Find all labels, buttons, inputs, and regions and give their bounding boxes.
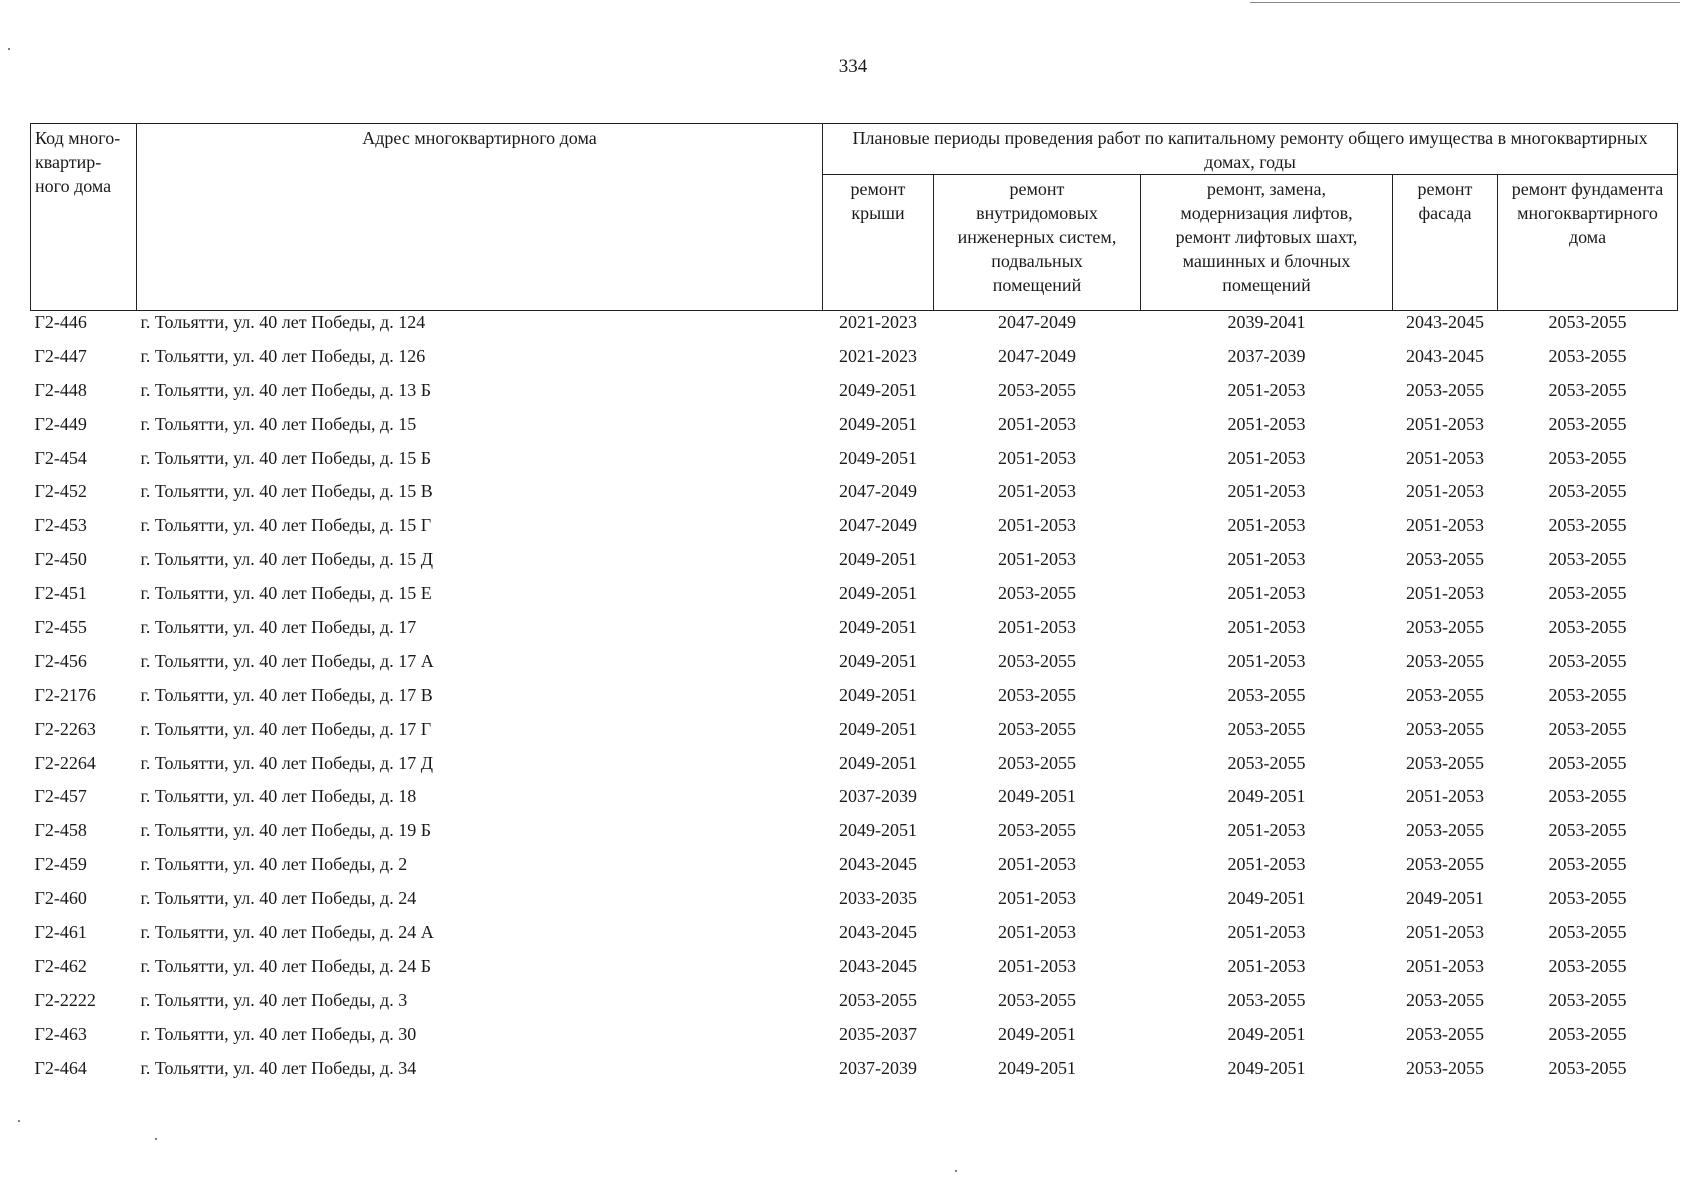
header-elevators-text: ремонт, замена, модернизация лифтов, ремонт лифтовых шахт, машинных и блочных помещений bbox=[1175, 179, 1358, 296]
header-elevators bbox=[1141, 175, 1393, 311]
cell-elevators: 2053-2055 bbox=[1227, 752, 1306, 773]
cell-engineering: 2051-2053 bbox=[998, 617, 1076, 638]
cell-foundation: 2053-2055 bbox=[1548, 583, 1627, 604]
cell-facade: 2043-2045 bbox=[1406, 345, 1484, 366]
capital-repair-table bbox=[30, 123, 1678, 1090]
cell-address: г. Тольятти, ул. 40 лет Победы, д. 24 Б bbox=[140, 955, 432, 976]
table-row bbox=[31, 853, 1678, 887]
table-row bbox=[31, 989, 1678, 1023]
cell-roof: 2049-2051 bbox=[839, 650, 917, 671]
table-row bbox=[31, 345, 1678, 379]
cell-facade: 2053-2055 bbox=[1406, 989, 1484, 1010]
cell-engineering: 2053-2055 bbox=[998, 820, 1076, 841]
cell-elevators: 2049-2051 bbox=[1227, 786, 1306, 807]
cell-roof: 2049-2051 bbox=[839, 379, 917, 400]
cell-address: г. Тольятти, ул. 40 лет Победы, д. 15 Е bbox=[140, 583, 432, 604]
header-roof-text: ремонт крыши bbox=[850, 179, 906, 224]
cell-address: г. Тольятти, ул. 40 лет Победы, д. 30 bbox=[140, 1023, 417, 1044]
cell-address: г. Тольятти, ул. 40 лет Победы, д. 124 bbox=[140, 312, 426, 332]
cell-foundation: 2053-2055 bbox=[1548, 955, 1627, 976]
cell-engineering: 2051-2053 bbox=[998, 955, 1076, 976]
header-foundation-text: ремонт фундамента многоквартирного дома bbox=[1511, 179, 1664, 248]
scan-speck bbox=[955, 1170, 957, 1172]
header-address bbox=[137, 124, 823, 311]
cell-facade: 2051-2053 bbox=[1406, 922, 1484, 943]
table-row bbox=[31, 955, 1678, 989]
cell-facade: 2043-2045 bbox=[1406, 312, 1484, 332]
cell-code: Г2-2263 bbox=[34, 718, 96, 739]
cell-engineering: 2053-2055 bbox=[998, 684, 1076, 705]
cell-facade: 2051-2053 bbox=[1406, 786, 1484, 807]
cell-foundation: 2053-2055 bbox=[1548, 888, 1627, 909]
cell-foundation: 2053-2055 bbox=[1548, 1023, 1627, 1044]
cell-elevators: 2051-2053 bbox=[1227, 583, 1306, 604]
cell-facade: 2053-2055 bbox=[1406, 549, 1484, 570]
cell-foundation: 2053-2055 bbox=[1548, 752, 1627, 773]
cell-roof: 2049-2051 bbox=[839, 718, 917, 739]
cell-elevators: 2049-2051 bbox=[1227, 888, 1306, 909]
cell-engineering: 2051-2053 bbox=[998, 888, 1076, 909]
table-row bbox=[31, 514, 1678, 548]
cell-engineering: 2051-2053 bbox=[998, 854, 1076, 875]
header-code bbox=[31, 124, 137, 311]
cell-foundation: 2053-2055 bbox=[1548, 989, 1627, 1010]
scan-speck bbox=[18, 1120, 20, 1122]
table-row bbox=[31, 785, 1678, 819]
header-facade-text: ремонт фасада bbox=[1417, 179, 1473, 224]
cell-elevators: 2053-2055 bbox=[1227, 989, 1306, 1010]
cell-roof: 2049-2051 bbox=[839, 617, 917, 638]
cell-address: г. Тольятти, ул. 40 лет Победы, д. 15 Г bbox=[140, 515, 432, 536]
cell-foundation: 2053-2055 bbox=[1548, 379, 1627, 400]
table-row bbox=[31, 650, 1678, 684]
cell-code: Г2-457 bbox=[34, 786, 87, 807]
cell-engineering: 2053-2055 bbox=[998, 583, 1076, 604]
table-row bbox=[31, 684, 1678, 718]
cell-elevators: 2051-2053 bbox=[1227, 481, 1306, 502]
table-row bbox=[31, 582, 1678, 616]
cell-code: Г2-452 bbox=[34, 481, 87, 502]
cell-foundation: 2053-2055 bbox=[1548, 515, 1627, 536]
cell-roof: 2047-2049 bbox=[839, 481, 917, 502]
cell-elevators: 2053-2055 bbox=[1227, 718, 1306, 739]
table-row bbox=[31, 379, 1678, 413]
cell-foundation: 2053-2055 bbox=[1548, 820, 1627, 841]
cell-code: Г2-464 bbox=[34, 1057, 87, 1078]
header-periods-group-text: Плановые периоды проведения работ по капитальному ремонту общего имущества в многоквартирных домах, годы bbox=[852, 128, 1648, 172]
cell-facade: 2051-2053 bbox=[1406, 447, 1484, 468]
cell-roof: 2043-2045 bbox=[839, 854, 917, 875]
cell-address: г. Тольятти, ул. 40 лет Победы, д. 15 Д bbox=[140, 549, 433, 570]
cell-roof: 2021-2023 bbox=[839, 345, 917, 366]
table-row bbox=[31, 718, 1678, 752]
cell-facade: 2053-2055 bbox=[1406, 379, 1484, 400]
table-row bbox=[31, 819, 1678, 853]
header-engineering bbox=[934, 175, 1141, 311]
cell-elevators: 2051-2053 bbox=[1227, 922, 1306, 943]
cell-foundation: 2053-2055 bbox=[1548, 854, 1627, 875]
cell-engineering: 2053-2055 bbox=[998, 718, 1076, 739]
cell-elevators: 2051-2053 bbox=[1227, 955, 1306, 976]
cell-facade: 2053-2055 bbox=[1406, 718, 1484, 739]
scan-speck bbox=[8, 48, 10, 50]
cell-facade: 2053-2055 bbox=[1406, 1023, 1484, 1044]
cell-facade: 2053-2055 bbox=[1406, 820, 1484, 841]
cell-engineering: 2053-2055 bbox=[998, 989, 1076, 1010]
cell-address: г. Тольятти, ул. 40 лет Победы, д. 24 bbox=[140, 888, 417, 909]
table-row bbox=[31, 480, 1678, 514]
cell-address: г. Тольятти, ул. 40 лет Победы, д. 24 А bbox=[140, 922, 434, 943]
cell-address: г. Тольятти, ул. 40 лет Победы, д. 17 Г bbox=[140, 718, 432, 739]
cell-address: г. Тольятти, ул. 40 лет Победы, д. 2 bbox=[140, 854, 408, 875]
cell-elevators: 2053-2055 bbox=[1227, 684, 1306, 705]
cell-foundation: 2053-2055 bbox=[1548, 922, 1627, 943]
cell-elevators: 2039-2041 bbox=[1227, 312, 1306, 332]
header-facade bbox=[1393, 175, 1498, 311]
cell-code: Г2-448 bbox=[34, 379, 87, 400]
cell-engineering: 2049-2051 bbox=[998, 1023, 1076, 1044]
cell-facade: 2051-2053 bbox=[1406, 413, 1484, 434]
cell-address: г. Тольятти, ул. 40 лет Победы, д. 15 bbox=[140, 413, 417, 434]
cell-code: Г2-454 bbox=[34, 447, 87, 468]
cell-code: Г2-451 bbox=[34, 583, 87, 604]
cell-roof: 2053-2055 bbox=[839, 989, 917, 1010]
cell-foundation: 2053-2055 bbox=[1548, 684, 1627, 705]
cell-engineering: 2051-2053 bbox=[998, 447, 1076, 468]
cell-facade: 2053-2055 bbox=[1406, 752, 1484, 773]
cell-address: г. Тольятти, ул. 40 лет Победы, д. 18 bbox=[140, 786, 417, 807]
cell-engineering: 2051-2053 bbox=[998, 481, 1076, 502]
cell-roof: 2021-2023 bbox=[839, 312, 917, 332]
cell-code: Г2-459 bbox=[34, 854, 87, 875]
page-number: 334 bbox=[838, 56, 868, 77]
cell-elevators: 2051-2053 bbox=[1227, 854, 1306, 875]
table-row bbox=[31, 887, 1678, 921]
cell-roof: 2047-2049 bbox=[839, 515, 917, 536]
cell-facade: 2053-2055 bbox=[1406, 684, 1484, 705]
header-address-text: Адрес многоквартирного дома bbox=[362, 128, 597, 148]
header-foundation bbox=[1498, 175, 1678, 311]
cell-roof: 2049-2051 bbox=[839, 820, 917, 841]
table-row bbox=[31, 1023, 1678, 1057]
cell-roof: 2049-2051 bbox=[839, 684, 917, 705]
cell-facade: 2051-2053 bbox=[1406, 515, 1484, 536]
cell-roof: 2043-2045 bbox=[839, 955, 917, 976]
cell-code: Г2-461 bbox=[34, 922, 87, 943]
cell-foundation: 2053-2055 bbox=[1548, 413, 1627, 434]
cell-roof: 2043-2045 bbox=[839, 922, 917, 943]
cell-foundation: 2053-2055 bbox=[1548, 718, 1627, 739]
cell-facade: 2053-2055 bbox=[1406, 854, 1484, 875]
cell-engineering: 2047-2049 bbox=[998, 345, 1076, 366]
cell-code: Г2-458 bbox=[34, 820, 87, 841]
cell-engineering: 2047-2049 bbox=[998, 312, 1076, 332]
cell-roof: 2049-2051 bbox=[839, 752, 917, 773]
cell-facade: 2049-2051 bbox=[1406, 888, 1484, 909]
cell-engineering: 2049-2051 bbox=[998, 1057, 1076, 1078]
cell-elevators: 2051-2053 bbox=[1227, 820, 1306, 841]
cell-facade: 2053-2055 bbox=[1406, 1057, 1484, 1078]
cell-address: г. Тольятти, ул. 40 лет Победы, д. 19 Б bbox=[140, 820, 432, 841]
header-roof bbox=[823, 175, 934, 311]
header-engineering-text: ремонт внутридомовых инженерных систем, подвальных помещений bbox=[957, 179, 1117, 296]
cell-address: г. Тольятти, ул. 40 лет Победы, д. 15 В bbox=[140, 481, 433, 502]
cell-elevators: 2051-2053 bbox=[1227, 650, 1306, 671]
cell-roof: 2037-2039 bbox=[839, 786, 917, 807]
cell-engineering: 2051-2053 bbox=[998, 413, 1076, 434]
cell-code: Г2-449 bbox=[34, 413, 87, 434]
table-row bbox=[31, 311, 1678, 345]
cell-roof: 2049-2051 bbox=[839, 583, 917, 604]
cell-engineering: 2051-2053 bbox=[998, 922, 1076, 943]
cell-code: Г2-446 bbox=[34, 312, 87, 332]
cell-foundation: 2053-2055 bbox=[1548, 1057, 1627, 1078]
cell-address: г. Тольятти, ул. 40 лет Победы, д. 34 bbox=[140, 1057, 417, 1078]
cell-facade: 2053-2055 bbox=[1406, 617, 1484, 638]
cell-elevators: 2051-2053 bbox=[1227, 617, 1306, 638]
cell-facade: 2053-2055 bbox=[1406, 650, 1484, 671]
cell-roof: 2049-2051 bbox=[839, 549, 917, 570]
cell-code: Г2-455 bbox=[34, 617, 87, 638]
cell-code: Г2-460 bbox=[34, 888, 87, 909]
table-row bbox=[31, 413, 1678, 447]
cell-elevators: 2051-2053 bbox=[1227, 549, 1306, 570]
cell-code: Г2-2222 bbox=[34, 989, 96, 1010]
cell-code: Г2-462 bbox=[34, 955, 87, 976]
table-row bbox=[31, 548, 1678, 582]
cell-facade: 2051-2053 bbox=[1406, 955, 1484, 976]
cell-foundation: 2053-2055 bbox=[1548, 549, 1627, 570]
cell-elevators: 2049-2051 bbox=[1227, 1023, 1306, 1044]
cell-foundation: 2053-2055 bbox=[1548, 312, 1627, 332]
scan-speck bbox=[155, 1138, 157, 1140]
cell-roof: 2035-2037 bbox=[839, 1023, 917, 1044]
cell-engineering: 2051-2053 bbox=[998, 515, 1076, 536]
cell-foundation: 2053-2055 bbox=[1548, 650, 1627, 671]
table-row bbox=[31, 921, 1678, 955]
cell-address: г. Тольятти, ул. 40 лет Победы, д. 17 А bbox=[140, 650, 434, 671]
header-periods-group bbox=[823, 124, 1678, 175]
cell-engineering: 2051-2053 bbox=[998, 549, 1076, 570]
cell-elevators: 2051-2053 bbox=[1227, 447, 1306, 468]
cell-roof: 2037-2039 bbox=[839, 1057, 917, 1078]
cell-code: Г2-2264 bbox=[34, 752, 96, 773]
cell-elevators: 2051-2053 bbox=[1227, 413, 1306, 434]
cell-address: г. Тольятти, ул. 40 лет Победы, д. 13 Б bbox=[140, 379, 432, 400]
cell-foundation: 2053-2055 bbox=[1548, 617, 1627, 638]
cell-address: г. Тольятти, ул. 40 лет Победы, д. 17 bbox=[140, 617, 417, 638]
cell-foundation: 2053-2055 bbox=[1548, 345, 1627, 366]
cell-address: г. Тольятти, ул. 40 лет Победы, д. 17 В bbox=[140, 684, 433, 705]
cell-roof: 2049-2051 bbox=[839, 413, 917, 434]
cell-code: Г2-2176 bbox=[34, 684, 96, 705]
cell-elevators: 2051-2053 bbox=[1227, 515, 1306, 536]
cell-roof: 2049-2051 bbox=[839, 447, 917, 468]
cell-foundation: 2053-2055 bbox=[1548, 481, 1627, 502]
cell-code: Г2-453 bbox=[34, 515, 87, 536]
cell-code: Г2-450 bbox=[34, 549, 87, 570]
table-row bbox=[31, 616, 1678, 650]
cell-engineering: 2049-2051 bbox=[998, 786, 1076, 807]
table-row bbox=[31, 752, 1678, 786]
cell-address: г. Тольятти, ул. 40 лет Победы, д. 15 Б bbox=[140, 447, 432, 468]
header-code-text: Код много- квартир- ного дома bbox=[35, 128, 121, 196]
cell-elevators: 2051-2053 bbox=[1227, 379, 1306, 400]
cell-elevators: 2049-2051 bbox=[1227, 1057, 1306, 1078]
cell-roof: 2033-2035 bbox=[839, 888, 917, 909]
cell-foundation: 2053-2055 bbox=[1548, 447, 1627, 468]
cell-code: Г2-456 bbox=[34, 650, 87, 671]
scan-edge-line bbox=[1250, 2, 1680, 3]
table-row bbox=[31, 447, 1678, 481]
table-row bbox=[31, 1057, 1678, 1091]
cell-engineering: 2053-2055 bbox=[998, 752, 1076, 773]
cell-engineering: 2053-2055 bbox=[998, 650, 1076, 671]
cell-facade: 2051-2053 bbox=[1406, 583, 1484, 604]
cell-foundation: 2053-2055 bbox=[1548, 786, 1627, 807]
cell-facade: 2051-2053 bbox=[1406, 481, 1484, 502]
cell-elevators: 2037-2039 bbox=[1227, 345, 1306, 366]
cell-address: г. Тольятти, ул. 40 лет Победы, д. 126 bbox=[140, 345, 426, 366]
cell-address: г. Тольятти, ул. 40 лет Победы, д. 3 bbox=[140, 989, 408, 1010]
cell-code: Г2-463 bbox=[34, 1023, 87, 1044]
cell-address: г. Тольятти, ул. 40 лет Победы, д. 17 Д bbox=[140, 752, 433, 773]
cell-code: Г2-447 bbox=[34, 345, 87, 366]
cell-engineering: 2053-2055 bbox=[998, 379, 1076, 400]
